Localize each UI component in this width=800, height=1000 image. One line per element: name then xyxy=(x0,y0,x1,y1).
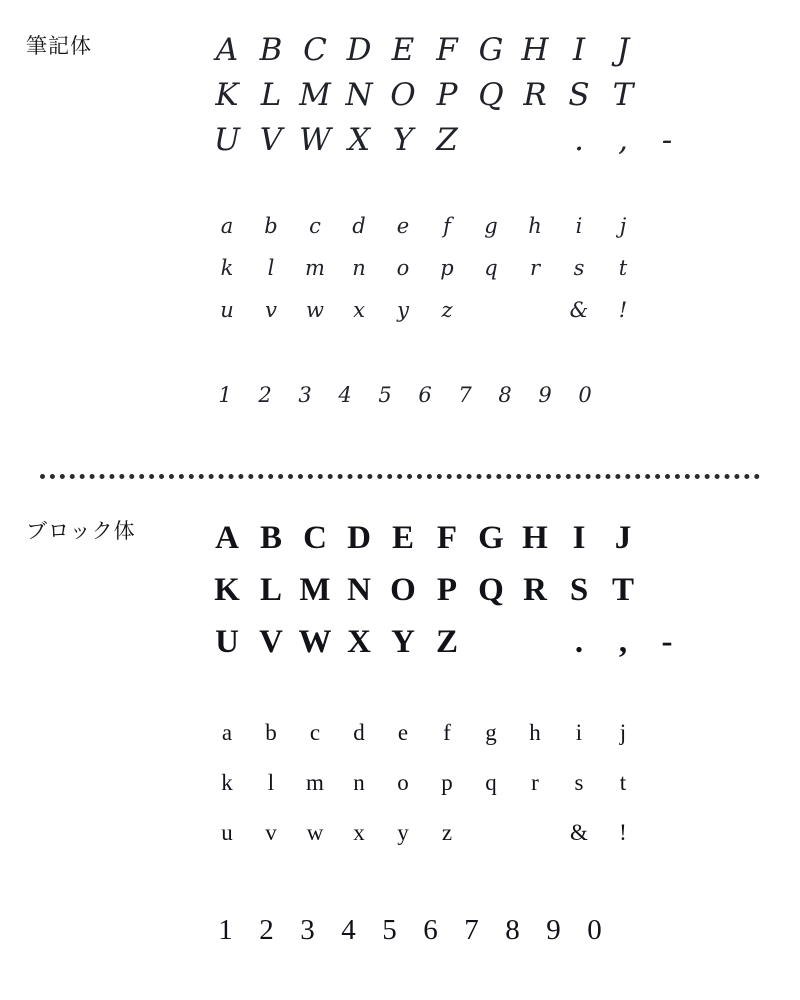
glyph: a xyxy=(221,720,233,745)
glyph: D xyxy=(346,32,372,68)
glyph: J xyxy=(616,32,630,68)
glyph: V xyxy=(259,624,283,660)
glyph: F xyxy=(436,32,458,68)
glyph: c xyxy=(309,720,321,745)
glyph: y xyxy=(397,298,409,322)
glyph-exclamation: ! xyxy=(619,820,627,845)
glyph: L xyxy=(260,77,282,113)
glyph: k xyxy=(220,256,234,280)
glyph: T xyxy=(612,77,634,113)
glyph: x xyxy=(353,298,365,322)
glyph: z xyxy=(441,298,453,322)
glyph: H xyxy=(522,520,548,556)
glyph: 2 xyxy=(258,383,272,407)
glyph: 0 xyxy=(587,914,602,946)
glyph: L xyxy=(259,572,282,608)
glyph-exclamation: ! xyxy=(618,298,628,322)
glyph: 1 xyxy=(218,383,232,407)
glyph: U xyxy=(215,624,239,660)
glyph: x xyxy=(353,820,365,845)
glyph: X xyxy=(347,122,371,158)
glyph: p xyxy=(440,256,454,280)
glyph: K xyxy=(214,572,240,608)
glyph: o xyxy=(396,256,410,280)
glyph: Z xyxy=(435,624,458,660)
glyph: B xyxy=(259,520,282,556)
script-uppercase-group xyxy=(205,28,765,163)
glyph-ampersand: & xyxy=(570,820,588,845)
glyph: h xyxy=(529,720,541,745)
glyph: F xyxy=(436,520,458,556)
glyph: 1 xyxy=(218,914,233,946)
glyph: M xyxy=(299,77,331,113)
glyph-row xyxy=(205,708,765,758)
glyph: u xyxy=(220,298,234,322)
glyph-row xyxy=(205,758,765,808)
glyph: c xyxy=(309,214,321,238)
glyph: w xyxy=(306,820,324,845)
glyph: u xyxy=(221,820,233,845)
glyph-period: . xyxy=(574,624,584,660)
glyph: R xyxy=(523,77,547,113)
glyph: N xyxy=(345,77,373,113)
glyph: S xyxy=(569,572,589,608)
glyph-row xyxy=(205,908,765,952)
glyph: H xyxy=(521,32,549,68)
glyph: f xyxy=(443,720,451,745)
glyph-period: . xyxy=(574,122,584,158)
glyph: q xyxy=(484,256,498,280)
glyph: s xyxy=(573,256,585,280)
glyph-row xyxy=(205,205,765,247)
glyph: 7 xyxy=(458,383,472,407)
glyph: 9 xyxy=(538,383,552,407)
glyph: 7 xyxy=(464,914,479,946)
glyph: z xyxy=(441,820,453,845)
glyph: l xyxy=(267,770,275,795)
glyph: P xyxy=(436,572,458,608)
glyph-row xyxy=(205,73,765,118)
glyph-comma: , xyxy=(618,122,628,158)
glyph-ampersand: & xyxy=(569,298,589,322)
glyph: J xyxy=(614,520,632,556)
glyph: s xyxy=(574,770,584,795)
glyph: N xyxy=(347,572,371,608)
glyph: r xyxy=(531,770,539,795)
glyph: i xyxy=(575,720,583,745)
glyph: q xyxy=(485,770,497,795)
glyph: m xyxy=(306,770,324,795)
glyph: G xyxy=(478,520,504,556)
glyph: v xyxy=(265,298,277,322)
spacer xyxy=(205,163,765,205)
glyph: E xyxy=(391,520,414,556)
glyph-row xyxy=(205,247,765,289)
block-specimen xyxy=(205,512,765,952)
glyph: a xyxy=(220,214,234,238)
glyph: 5 xyxy=(378,383,392,407)
spacer xyxy=(205,668,765,708)
script-lowercase-group xyxy=(205,205,765,331)
block-lowercase-group xyxy=(205,708,765,858)
glyph: 4 xyxy=(341,914,356,946)
glyph: d xyxy=(353,720,365,745)
glyph: b xyxy=(264,214,278,238)
glyph-row xyxy=(205,28,765,73)
glyph: Y xyxy=(392,122,414,158)
glyph: 8 xyxy=(505,914,520,946)
glyph: K xyxy=(215,77,239,113)
glyph: 2 xyxy=(259,914,274,946)
glyph: i xyxy=(575,214,583,238)
glyph: E xyxy=(391,32,415,68)
glyph: M xyxy=(299,572,331,608)
glyph: l xyxy=(267,256,275,280)
glyph: 4 xyxy=(338,383,352,407)
glyph: I xyxy=(572,32,586,68)
glyph: o xyxy=(397,770,409,795)
glyph: b xyxy=(265,720,277,745)
script-digits-group xyxy=(205,375,765,415)
glyph: h xyxy=(528,214,542,238)
glyph: S xyxy=(568,77,590,113)
glyph: e xyxy=(396,214,410,238)
glyph: 3 xyxy=(300,914,315,946)
glyph: R xyxy=(523,572,547,608)
glyph: w xyxy=(306,298,324,322)
glyph: Q xyxy=(478,77,504,113)
glyph: v xyxy=(265,820,277,845)
glyph: Z xyxy=(436,122,458,158)
glyph: 5 xyxy=(382,914,397,946)
glyph-row xyxy=(205,512,765,564)
glyph: y xyxy=(397,820,409,845)
script-specimen xyxy=(205,28,765,415)
glyph: Y xyxy=(391,624,415,660)
glyph: 0 xyxy=(578,383,592,407)
glyph: j xyxy=(619,720,627,745)
glyph: t xyxy=(618,256,628,280)
glyph: Q xyxy=(478,572,504,608)
glyph-row xyxy=(205,808,765,858)
glyph: f xyxy=(443,214,451,238)
glyph: 3 xyxy=(298,383,312,407)
glyph: n xyxy=(353,770,365,795)
glyph: g xyxy=(485,720,497,745)
glyph: j xyxy=(619,214,627,238)
glyph: d xyxy=(352,214,366,238)
glyph: D xyxy=(347,520,371,556)
glyph: B xyxy=(259,32,283,68)
spacer xyxy=(205,331,765,375)
spacer xyxy=(205,858,765,908)
glyph: U xyxy=(213,122,241,158)
dotted-divider xyxy=(40,474,760,485)
glyph: 6 xyxy=(423,914,438,946)
glyph: e xyxy=(397,720,409,745)
glyph: 6 xyxy=(418,383,432,407)
section-label-script: 筆記体 xyxy=(26,34,92,58)
glyph: V xyxy=(259,122,283,158)
glyph-row xyxy=(205,289,765,331)
glyph: 8 xyxy=(498,383,512,407)
glyph: t xyxy=(619,770,627,795)
glyph: n xyxy=(352,256,366,280)
glyph: p xyxy=(441,770,453,795)
glyph: T xyxy=(611,572,634,608)
glyph: 9 xyxy=(546,914,561,946)
glyph-comma: , xyxy=(618,624,628,660)
glyph: k xyxy=(221,770,233,795)
glyph: P xyxy=(436,77,458,113)
glyph: O xyxy=(390,572,416,608)
glyph-hyphen: - xyxy=(661,122,673,158)
glyph-row xyxy=(205,564,765,616)
block-uppercase-group xyxy=(205,512,765,668)
glyph: W xyxy=(299,122,331,158)
block-digits-group xyxy=(205,908,765,952)
glyph: r xyxy=(529,256,541,280)
glyph-hyphen: - xyxy=(661,624,673,660)
glyph-row xyxy=(205,118,765,163)
glyph: I xyxy=(572,520,586,556)
glyph: g xyxy=(484,214,498,238)
glyph: W xyxy=(298,624,332,660)
glyph: A xyxy=(215,520,239,556)
glyph: C xyxy=(303,520,327,556)
section-label-block: ブロック体 xyxy=(26,519,136,543)
glyph: C xyxy=(303,32,327,68)
glyph: X xyxy=(347,624,371,660)
glyph-row xyxy=(205,616,765,668)
glyph: A xyxy=(215,32,239,68)
glyph: G xyxy=(478,32,504,68)
glyph: m xyxy=(305,256,325,280)
glyph-row xyxy=(205,375,765,415)
glyph: O xyxy=(390,77,416,113)
